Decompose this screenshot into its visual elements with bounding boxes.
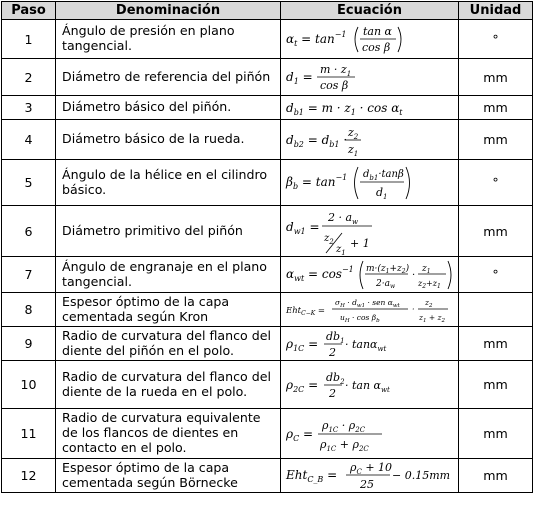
step-number: 10	[2, 361, 56, 409]
step-name: Radio de curvatura equivalente de los flancos de dientes en contacto en el polo.	[56, 409, 281, 459]
table-row	[2, 120, 533, 160]
table-row	[2, 20, 533, 59]
step-number: 7	[2, 257, 56, 293]
equation-formula	[284, 97, 454, 119]
table-row	[2, 160, 533, 206]
equation-formula	[284, 258, 454, 292]
equation-cell	[281, 361, 459, 409]
step-name: Diámetro de referencia del piñón	[56, 59, 281, 96]
table-row	[2, 59, 533, 96]
equation-cell	[281, 206, 459, 257]
equation-cell	[281, 20, 459, 59]
equation-cell	[281, 96, 459, 120]
svg-text:− 0.15mm: − 0.15mm	[392, 468, 451, 482]
equation-formula	[284, 161, 454, 205]
svg-text:αwt = cos−1: $\alpha_{wt} = \cos^{-1}$	[286, 264, 354, 283]
step-name: Radio de curvatura del flanco del diente del piñón en el polo.	[56, 327, 281, 361]
svg-text:2 · aw: $2 \cdot a_w$	[328, 210, 359, 226]
svg-text:z2: $z_2$	[348, 125, 359, 141]
svg-text:z2: $z_2$	[324, 232, 334, 246]
svg-text:·: ·	[412, 304, 415, 314]
table-row	[2, 293, 533, 327]
svg-text:ρC =: $\rho_C$ =	[286, 426, 314, 443]
table-row	[2, 327, 533, 361]
equation-formula	[284, 60, 454, 95]
header-paso: Paso	[2, 2, 56, 20]
equation-cell	[281, 293, 459, 327]
svg-text:ρ2C =: $\rho_{2C}$ =	[286, 377, 319, 394]
svg-text:·: ·	[412, 269, 416, 281]
svg-text:db1: $db_1$	[326, 329, 345, 345]
table-row	[2, 361, 533, 409]
header-denominacion: Denominación	[56, 2, 281, 20]
step-number: 9	[2, 327, 56, 361]
svg-text:db2: $db_2$	[326, 370, 345, 386]
equation-formula	[284, 121, 454, 159]
step-number: 2	[2, 59, 56, 96]
svg-text:d1: $d_1$	[376, 185, 388, 201]
svg-text:βb = tan−1: $\beta_b = \tan^{-1}$	[286, 172, 348, 191]
step-name: Radio de curvatura del flanco del diente de la rueda en el polo.	[56, 361, 281, 409]
equation-cell	[281, 59, 459, 96]
equation-formula	[284, 328, 454, 360]
svg-text:2: 2	[329, 386, 336, 400]
equation-formula	[284, 294, 454, 326]
equation-cell	[281, 327, 459, 361]
svg-text:ρC + 10: $\rho_C + 10$	[350, 460, 393, 476]
header-ecuacion: Ecuación	[281, 2, 459, 20]
svg-text:uH · cos βb: $u_H \cdot \cos \beta_b$	[340, 312, 380, 324]
svg-text:d1 =: $d_1$ =	[286, 69, 313, 86]
unit-value: mm	[459, 96, 533, 120]
step-name: Ángulo de la hélice en el cilindro básico.	[56, 160, 281, 206]
unit-value: mm	[459, 409, 533, 459]
table-row	[2, 409, 533, 459]
svg-text:ρ1C + ρ2C: $\rho_{1C} + \rho_{2C}$	[320, 437, 369, 453]
unit-value: mm	[459, 59, 533, 96]
svg-text:db1 = m · z1 · cos αt: $d_{b1} = m \cdot z_1 \cdot \cos \alpha_t$	[286, 100, 403, 117]
equation-formula	[284, 207, 454, 256]
equation-formula	[284, 410, 454, 458]
svg-text:db1·tanβ: $d_{b1}\cdot\tan\beta$	[363, 168, 404, 182]
table-row	[2, 257, 533, 293]
svg-text:z2+z1: $z_2+z_1$	[418, 278, 441, 290]
step-name: Ángulo de presión en plano tangencial.	[56, 20, 281, 59]
unit-value: mm	[459, 206, 533, 257]
step-name: Diámetro básico del piñón.	[56, 96, 281, 120]
svg-text:EhtC_B =: Eht$_{C\_B}$ =	[286, 467, 338, 484]
equation-cell	[281, 459, 459, 493]
svg-text:cos β: cos β	[362, 40, 391, 54]
step-name: Espesor óptimo de la capa cementada según Börnecke	[56, 459, 281, 493]
table-row	[2, 459, 533, 493]
svg-text:dw1 =: $d_{w1}$ =	[286, 219, 320, 236]
svg-text:z1 + z2: $z_1 + z_2$	[419, 312, 445, 324]
unit-value: °	[459, 257, 533, 293]
table-row	[2, 96, 533, 120]
step-number: 1	[2, 20, 56, 59]
svg-text:m · z1: $m \cdot z_1$	[320, 62, 352, 78]
equation-cell	[281, 160, 459, 206]
svg-text:z1: $z_1$	[336, 243, 346, 256]
svg-text:2·aw: $2\cdot a_w$	[376, 278, 396, 290]
svg-text:· tan αwt: · $\tan \alpha_{wt}$	[345, 378, 390, 394]
unit-value: mm	[459, 120, 533, 160]
step-number: 6	[2, 206, 56, 257]
step-number: 5	[2, 160, 56, 206]
step-number: 8	[2, 293, 56, 327]
unit-value: °	[459, 20, 533, 59]
svg-text:cos β: cos β	[320, 78, 349, 92]
svg-text:· tanαwt: · tanα$_{wt}$	[345, 337, 387, 353]
svg-text:2: 2	[329, 345, 336, 359]
svg-text:z2: $z_2$	[425, 297, 433, 309]
svg-text:+ 1: + 1	[350, 236, 370, 250]
step-number: 3	[2, 96, 56, 120]
svg-text:25: 25	[360, 477, 374, 491]
svg-text:m·(z1+z2): $m\cdot(z_1+z_2)$	[366, 263, 410, 275]
header-unidad: Unidad	[459, 2, 533, 20]
step-number: 11	[2, 409, 56, 459]
svg-text:ρ1C · ρ2C: $\rho_{1C} \cdot \rho_{2C}$	[322, 418, 366, 434]
equation-cell	[281, 120, 459, 160]
steps-table	[1, 1, 533, 493]
equation-formula	[284, 21, 454, 58]
unit-value: mm	[459, 327, 533, 361]
table-row	[2, 206, 533, 257]
svg-text:σH · dw1 · sen αwt: $\sigma_H \cdot d_{w1}$ · sen $\alpha_{wt}$	[335, 297, 400, 309]
step-number: 12	[2, 459, 56, 493]
svg-text:z1: $z_1$	[348, 142, 359, 158]
unit-value: mm	[459, 361, 533, 409]
equation-formula	[284, 362, 454, 408]
unit-value: mm	[459, 459, 533, 493]
svg-text:z1: $z_1$	[422, 263, 431, 275]
table-header-row	[2, 2, 533, 20]
svg-text:tan α: tan α	[363, 24, 392, 38]
equation-cell	[281, 257, 459, 293]
svg-text:ρ1C =: $\rho_{1C}$ =	[286, 336, 319, 353]
svg-text:EhtC−K =: Eht$_{C-K}$ =	[286, 305, 326, 317]
step-number: 4	[2, 120, 56, 160]
step-name: Ángulo de engranaje en el plano tangencial.	[56, 257, 281, 293]
unit-value	[459, 293, 533, 327]
unit-value: °	[459, 160, 533, 206]
step-name: Diámetro básico de la rueda.	[56, 120, 281, 160]
step-name: Diámetro primitivo del piñón	[56, 206, 281, 257]
equation-cell	[281, 409, 459, 459]
equation-formula	[284, 460, 454, 492]
step-name: Espesor óptimo de la capa cementada según Kron	[56, 293, 281, 327]
svg-text:db2 = db1 ·: $d_{b2} = d_{b1}$ ·	[286, 132, 348, 149]
svg-text:αt = tan−1: $\alpha_t = \tan^{-1}$	[286, 29, 347, 48]
